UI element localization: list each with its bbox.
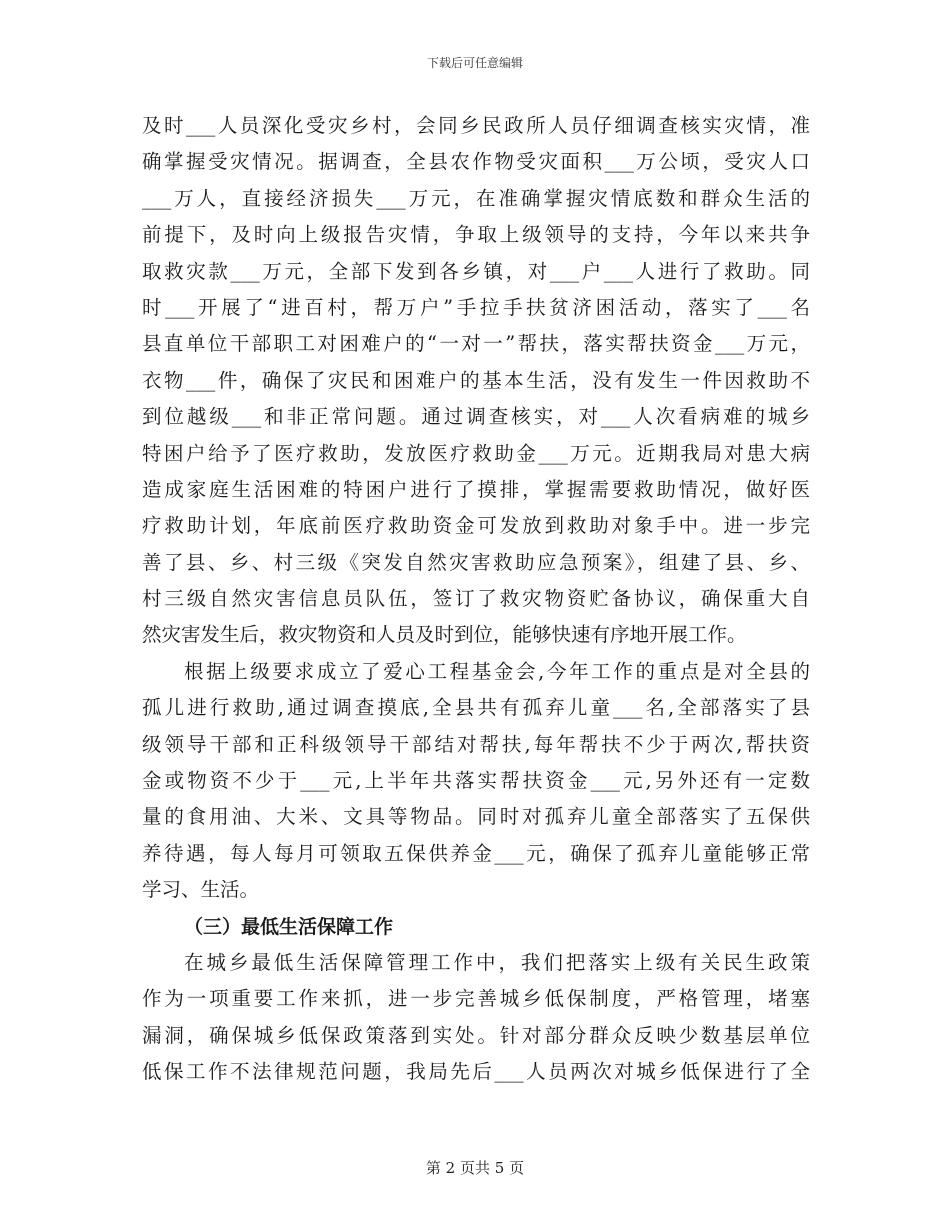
body-line: 衣物___件，确保了灾民和困难户的基本生活，没有发生一件因救助不 [142, 368, 810, 392]
section-heading: （三）最低生活保障工作 [184, 915, 394, 938]
body-line: 低保工作不法律规范问题，我局先后___人员两次对城乡低保进行了全 [142, 1060, 810, 1084]
body-line: 金或物资不少于___元,上半年共落实帮扶资金___元,另外还有一定数 [142, 769, 810, 793]
body-line: 县直单位干部职工对困难户的“一对一”帮扶，落实帮扶资金___万元， [142, 332, 810, 356]
body-line: 量的食用油、大米、文具等物品。同时对孤弃儿童全部落实了五保供 [142, 805, 810, 829]
body-line: 孤儿进行救助,通过调查摸底,全县共有孤弃儿童___名,全部落实了县 [142, 696, 810, 720]
body-line: 到位越级___和非正常问题。通过调查核实，对___人次看病难的城乡 [142, 405, 810, 429]
body-line: 善了县、乡、村三级《突发自然灾害救助应急预案》，组建了县、乡、 [142, 550, 810, 574]
body-line: 疗救助计划，年底前医疗救助资金可发放到救助对象手中。进一步完 [142, 514, 810, 538]
body-line: 及时___人员深化受灾乡村，会同乡民政所人员仔细调查核实灾情，准 [142, 114, 810, 137]
body-line: 特困户给予了医疗救助，发放医疗救助金___万元。近期我局对患大病 [142, 441, 810, 465]
body-line: 造成家庭生活困难的特困户进行了摸排，掌握需要救助情况，做好医 [142, 477, 810, 501]
body-line: 级领导干部和正科级领导干部结对帮扶,每年帮扶不少于两次,帮扶资 [142, 732, 810, 756]
page-number: 第 2 页共 5 页 [425, 1159, 525, 1177]
body-line: 取救灾款___万元，全部下发到各乡镇，对___户___人进行了救助。同 [142, 259, 810, 283]
body-line: 漏洞，确保城乡低保政策落到实处。针对部分群众反映少数基层单位 [142, 1023, 810, 1047]
body-line: 时___开展了“进百村，帮万户”手拉手扶贫济困活动，落实了___名 [142, 295, 810, 319]
page-header-note: 下载后可任意编辑 [426, 56, 523, 70]
body-line: 前提下，及时向上级报告灾情，争取上级领导的支持，今年以来共争 [142, 223, 810, 247]
document-body [142, 108, 810, 1091]
body-line: 确掌握受灾情况。据调查，全县农作物受灾面积___万公顷，受灾人口 [142, 150, 810, 174]
body-line: 作为一项重要工作来抓，进一步完善城乡低保制度，严格管理，堵塞 [142, 987, 810, 1011]
body-line: 然灾害发生后，救灾物资和人员及时到位，能够快速有序地开展工作。 [142, 623, 747, 647]
body-line: ___万人，直接经济损失___万元，在准确掌握灾情底数和群众生活的 [142, 186, 810, 210]
body-line: 在城乡最低生活保障管理工作中，我们把落实上级有关民生政策 [184, 950, 810, 974]
body-line: 养待遇，每人每月可领取五保供养金___元，确保了孤弃儿童能够正常 [142, 841, 810, 865]
body-line: 学习、生活。 [142, 878, 260, 902]
body-line: 根据上级要求成立了爱心工程基金会,今年工作的重点是对全县的 [184, 659, 810, 683]
body-line: 村三级自然灾害信息员队伍，签订了救灾物资贮备协议，确保重大自 [142, 587, 810, 611]
